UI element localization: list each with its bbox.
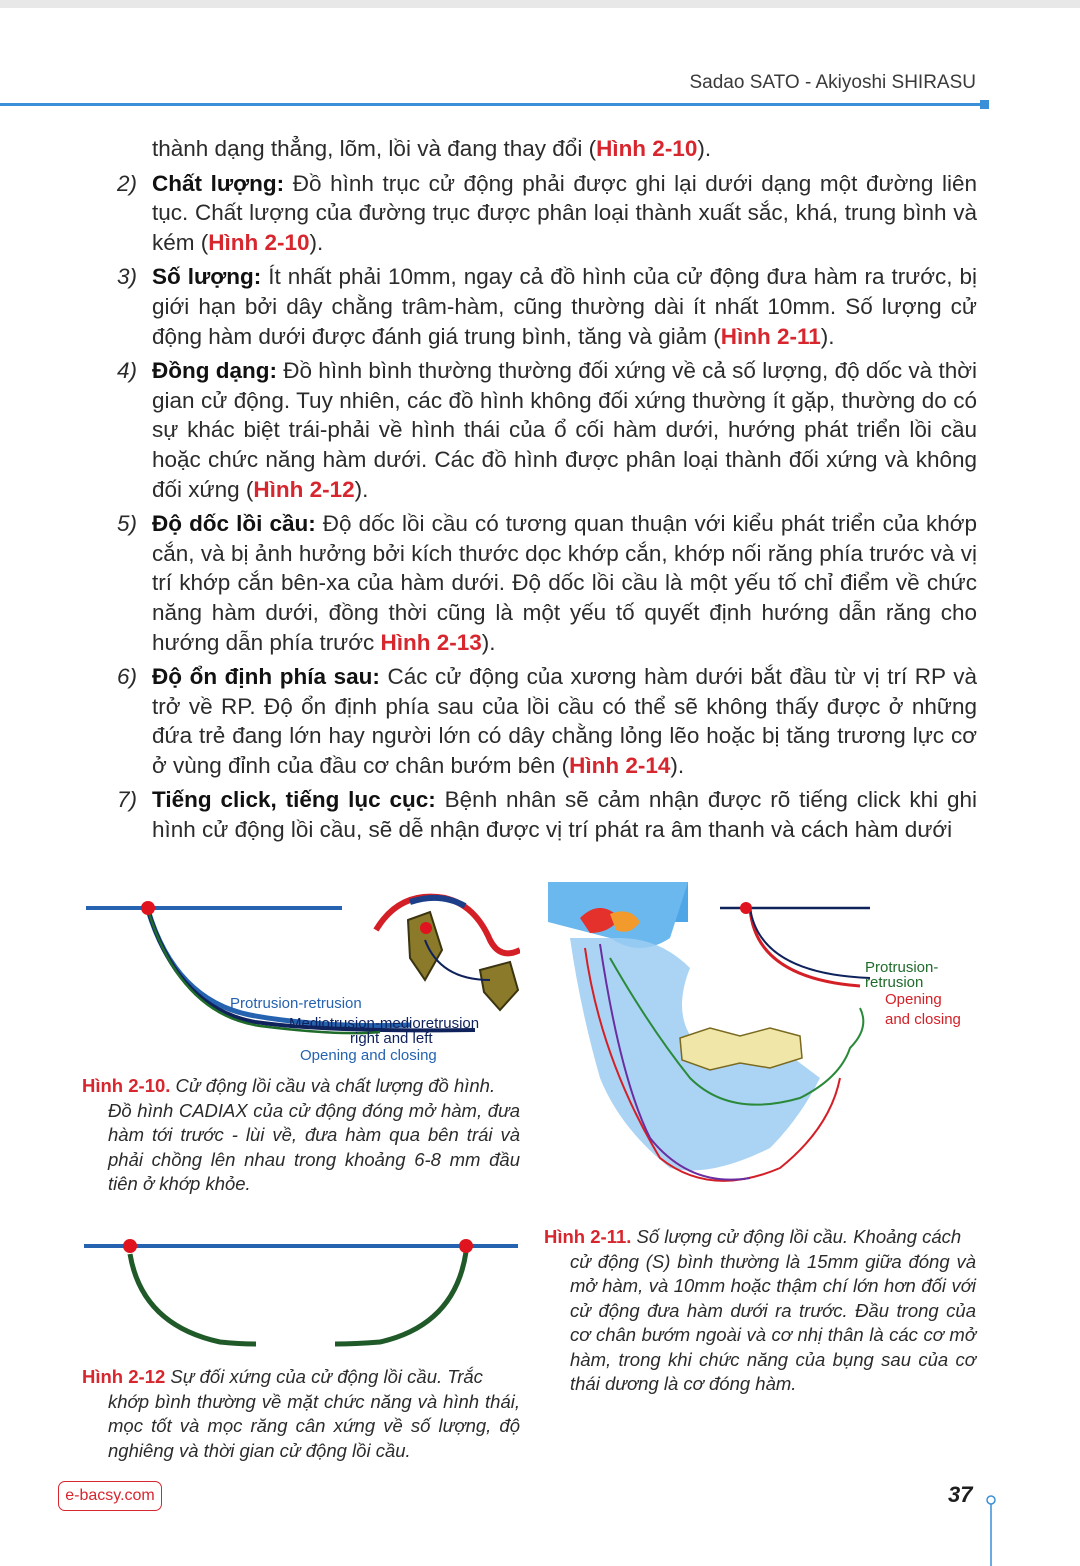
figure-label: Hình 2-10. [82, 1075, 171, 1096]
fig210-label-mediotrusion: Mediotrusion-medioretrusion [289, 1015, 480, 1032]
fig211-label-protrusion-2: retrusion [865, 974, 924, 991]
fig211-trace-dark [750, 908, 870, 978]
header-rule [0, 103, 984, 106]
figure-2-12-diagram [80, 1230, 520, 1370]
fig211-start-point [740, 902, 752, 914]
page-ornament [985, 1494, 997, 1566]
fig210-label-protrusion: Protrusion-retrusion [230, 995, 362, 1012]
list-item-body: Độ ổn định phía sau: Các cử động của xương hàm dưới bắt đầu từ vị trí RP và trở về RP. Độ ổn định phía sau của lồi cầu có thể sẽ không thấy được ở những đứa trẻ đang lớn hay người lớn có dây chằng lỏng lẽo hoặc bị tăng trương lực cơ ở vùng đỉnh của đầu cơ chân bướm bên (Hình 2-14). [152, 664, 978, 778]
figure-ref[interactable]: Hình 2-10 [596, 136, 698, 161]
figure-label: Hình 2-12 [82, 1366, 166, 1387]
list-item-term: Độ dốc lồi cầu: [152, 511, 316, 537]
list-item-body: Số lượng: Ít nhất phải 10mm, ngay cả đồ hình của cử động đưa hàm ra trước, bị giới hạn bởi dây chằng trâm-hàm, cũng thường dài ít nhất 10mm. Số lượng cử động hàm dưới được đánh giá trung bình, tăng và giảm (Hình 2-11). [152, 264, 977, 349]
list-item [117, 785, 977, 844]
fig210-fossa-arc-blue [410, 898, 465, 906]
fig212-left-point [123, 1239, 137, 1253]
list-item-number: 3) [117, 264, 138, 290]
figure-ref[interactable]: Hình 2-12 [253, 476, 355, 502]
list-item-term: Số lượng: [152, 264, 262, 290]
fig211-label-protrusion-1: Protrusion- [865, 959, 939, 976]
fig212-right-point [459, 1239, 473, 1253]
figure-2-12-caption: Hình 2-12 Sự đối xứng của cử động lồi cầu. Trắc khớp bình thường về mặt chức năng và hình thái, mọc tốt và mọc răng cân xứng về số lượng, độ nghiêng và thời gian cử động lồi cầu. [82, 1366, 520, 1461]
list-item [117, 662, 977, 780]
list-item-number: 5) [117, 511, 138, 537]
fig211-teeth [680, 1028, 802, 1070]
list-item [117, 169, 977, 258]
page-number: 37 [948, 1482, 973, 1507]
fig210-label-right-left: right and left [350, 1030, 433, 1047]
fig210-condyle-2 [480, 962, 518, 1010]
list-item [117, 262, 977, 351]
list-item-body: Chất lượng: Đồ hình trục cử động phải được ghi lại dưới dạng một đường liên tục. Chất lượng của đường trục được phân loại thành xuất sắc, khá, trung bình và kém (Hình 2-10). [152, 170, 977, 255]
list-item-term: Tiếng click, tiếng lục cục: [152, 787, 436, 813]
figure-label: Hình 2-11. [544, 1226, 632, 1247]
top-strip [0, 0, 1080, 8]
continuation-paragraph: thành dạng thẳng, lõm, lồi và đang thay đổi (Hình 2-10). [152, 136, 712, 161]
list-item-term: Đồng dạng: [152, 358, 277, 384]
figure-2-11-caption: Hình 2-11. Số lượng cử động lồi cầu. Khoảng cách cử động (S) bình thường là 15mm giữa đóng và mở hàm, và 10mm hoặc thậm chí lớn hơn đối với cử động đưa hàm dưới ra trước. Đầu trong của cơ chân bướm ngoài và cơ nhị thân là các cơ mở hàm, trong khi chức năng của bụng sau của cơ thái dương là cơ đóng hàm. [544, 1226, 976, 1394]
figure-ref[interactable]: Hình 2-14 [569, 752, 671, 778]
numbered-list [117, 169, 977, 845]
figure-2-10-diagram [80, 880, 520, 1070]
figure-ref[interactable]: Hình 2-13 [380, 629, 482, 655]
list-item [117, 509, 977, 657]
list-item-body: Đồng dạng: Đồ hình bình thường thường đối xứng về cả số lượng, độ dốc và thời gian cử động. Tuy nhiên, các đồ hình không đối xứng thường ít gặp, thường do có sự khác biệt trái-phải về hình thái của ổ cối hàm dưới, hướng phát triển lồi cầu hoặc chức năng hàm dưới. Các đồ hình được phân loại thành đối xứng và không đối xứng (Hình 2-12). [152, 358, 977, 502]
footer-site-link[interactable]: e-bacsy.com [58, 1481, 162, 1511]
list-item-number: 6) [117, 664, 138, 690]
list-item-number: 2) [117, 170, 138, 196]
body-text [117, 134, 977, 850]
fig210-fossa-arc [376, 897, 520, 954]
list-item-number: 7) [117, 787, 138, 813]
list-item-body: Tiếng click, tiếng lục cục: Bệnh nhân sẽ cảm nhận được rõ tiếng click khi ghi hình cử động lồi cầu, sẽ dễ nhận được vị trí phát ra âm thanh và cách hàm dưới [152, 787, 978, 843]
figure-2-11-diagram [540, 878, 980, 1218]
fig212-left-trace [130, 1254, 256, 1344]
list-item [117, 356, 977, 504]
fig210-label-opening: Opening and closing [300, 1047, 437, 1064]
fig212-right-trace [335, 1252, 466, 1344]
fig211-label-opening-1: Opening [885, 991, 942, 1008]
list-item-term: Chất lượng: [152, 170, 285, 196]
fig211-label-opening-2: and closing [885, 1011, 961, 1028]
header-rule-end [980, 100, 989, 109]
list-item-number: 4) [117, 358, 138, 384]
figure-ref[interactable]: Hình 2-10 [208, 229, 310, 255]
fig210-condyle-point [420, 922, 432, 934]
figure-2-10-caption: Hình 2-10. Cử động lồi cầu và chất lượng đồ hình. Đồ hình CADIAX của cử động đóng mở hàm, đưa hàm tới trước - lùi về, đưa hàm qua bên trái và phải chồng lên nhau trong khoảng 6-8 mm đầu tiên ở khớp khỏe. [82, 1075, 520, 1194]
list-item-body: Độ dốc lồi cầu: Độ dốc lồi cầu có tương quan thuận với kiểu phát triển của khớp cắn, và bị ảnh hưởng bởi kích thước dọc khớp cắn, khớp nối răng phía trước và vị trí khớp cắn bên-xa của hàm dưới. Độ dốc lồi cầu là một yếu tố chỉ điểm về chức năng hàm dưới, đồng thời cũng là một yếu tố quyết định hướng dẫn răng cho hướng dẫn phía trước Hình 2-13). [152, 511, 977, 655]
list-item-term: Độ ổn định phía sau: [152, 664, 380, 690]
figure-ref[interactable]: Hình 2-11 [720, 323, 821, 349]
fig211-trace-red [750, 908, 860, 986]
fig210-start-point [141, 901, 155, 915]
running-header: Sadao SATO - Akiyoshi SHIRASU [689, 72, 976, 93]
